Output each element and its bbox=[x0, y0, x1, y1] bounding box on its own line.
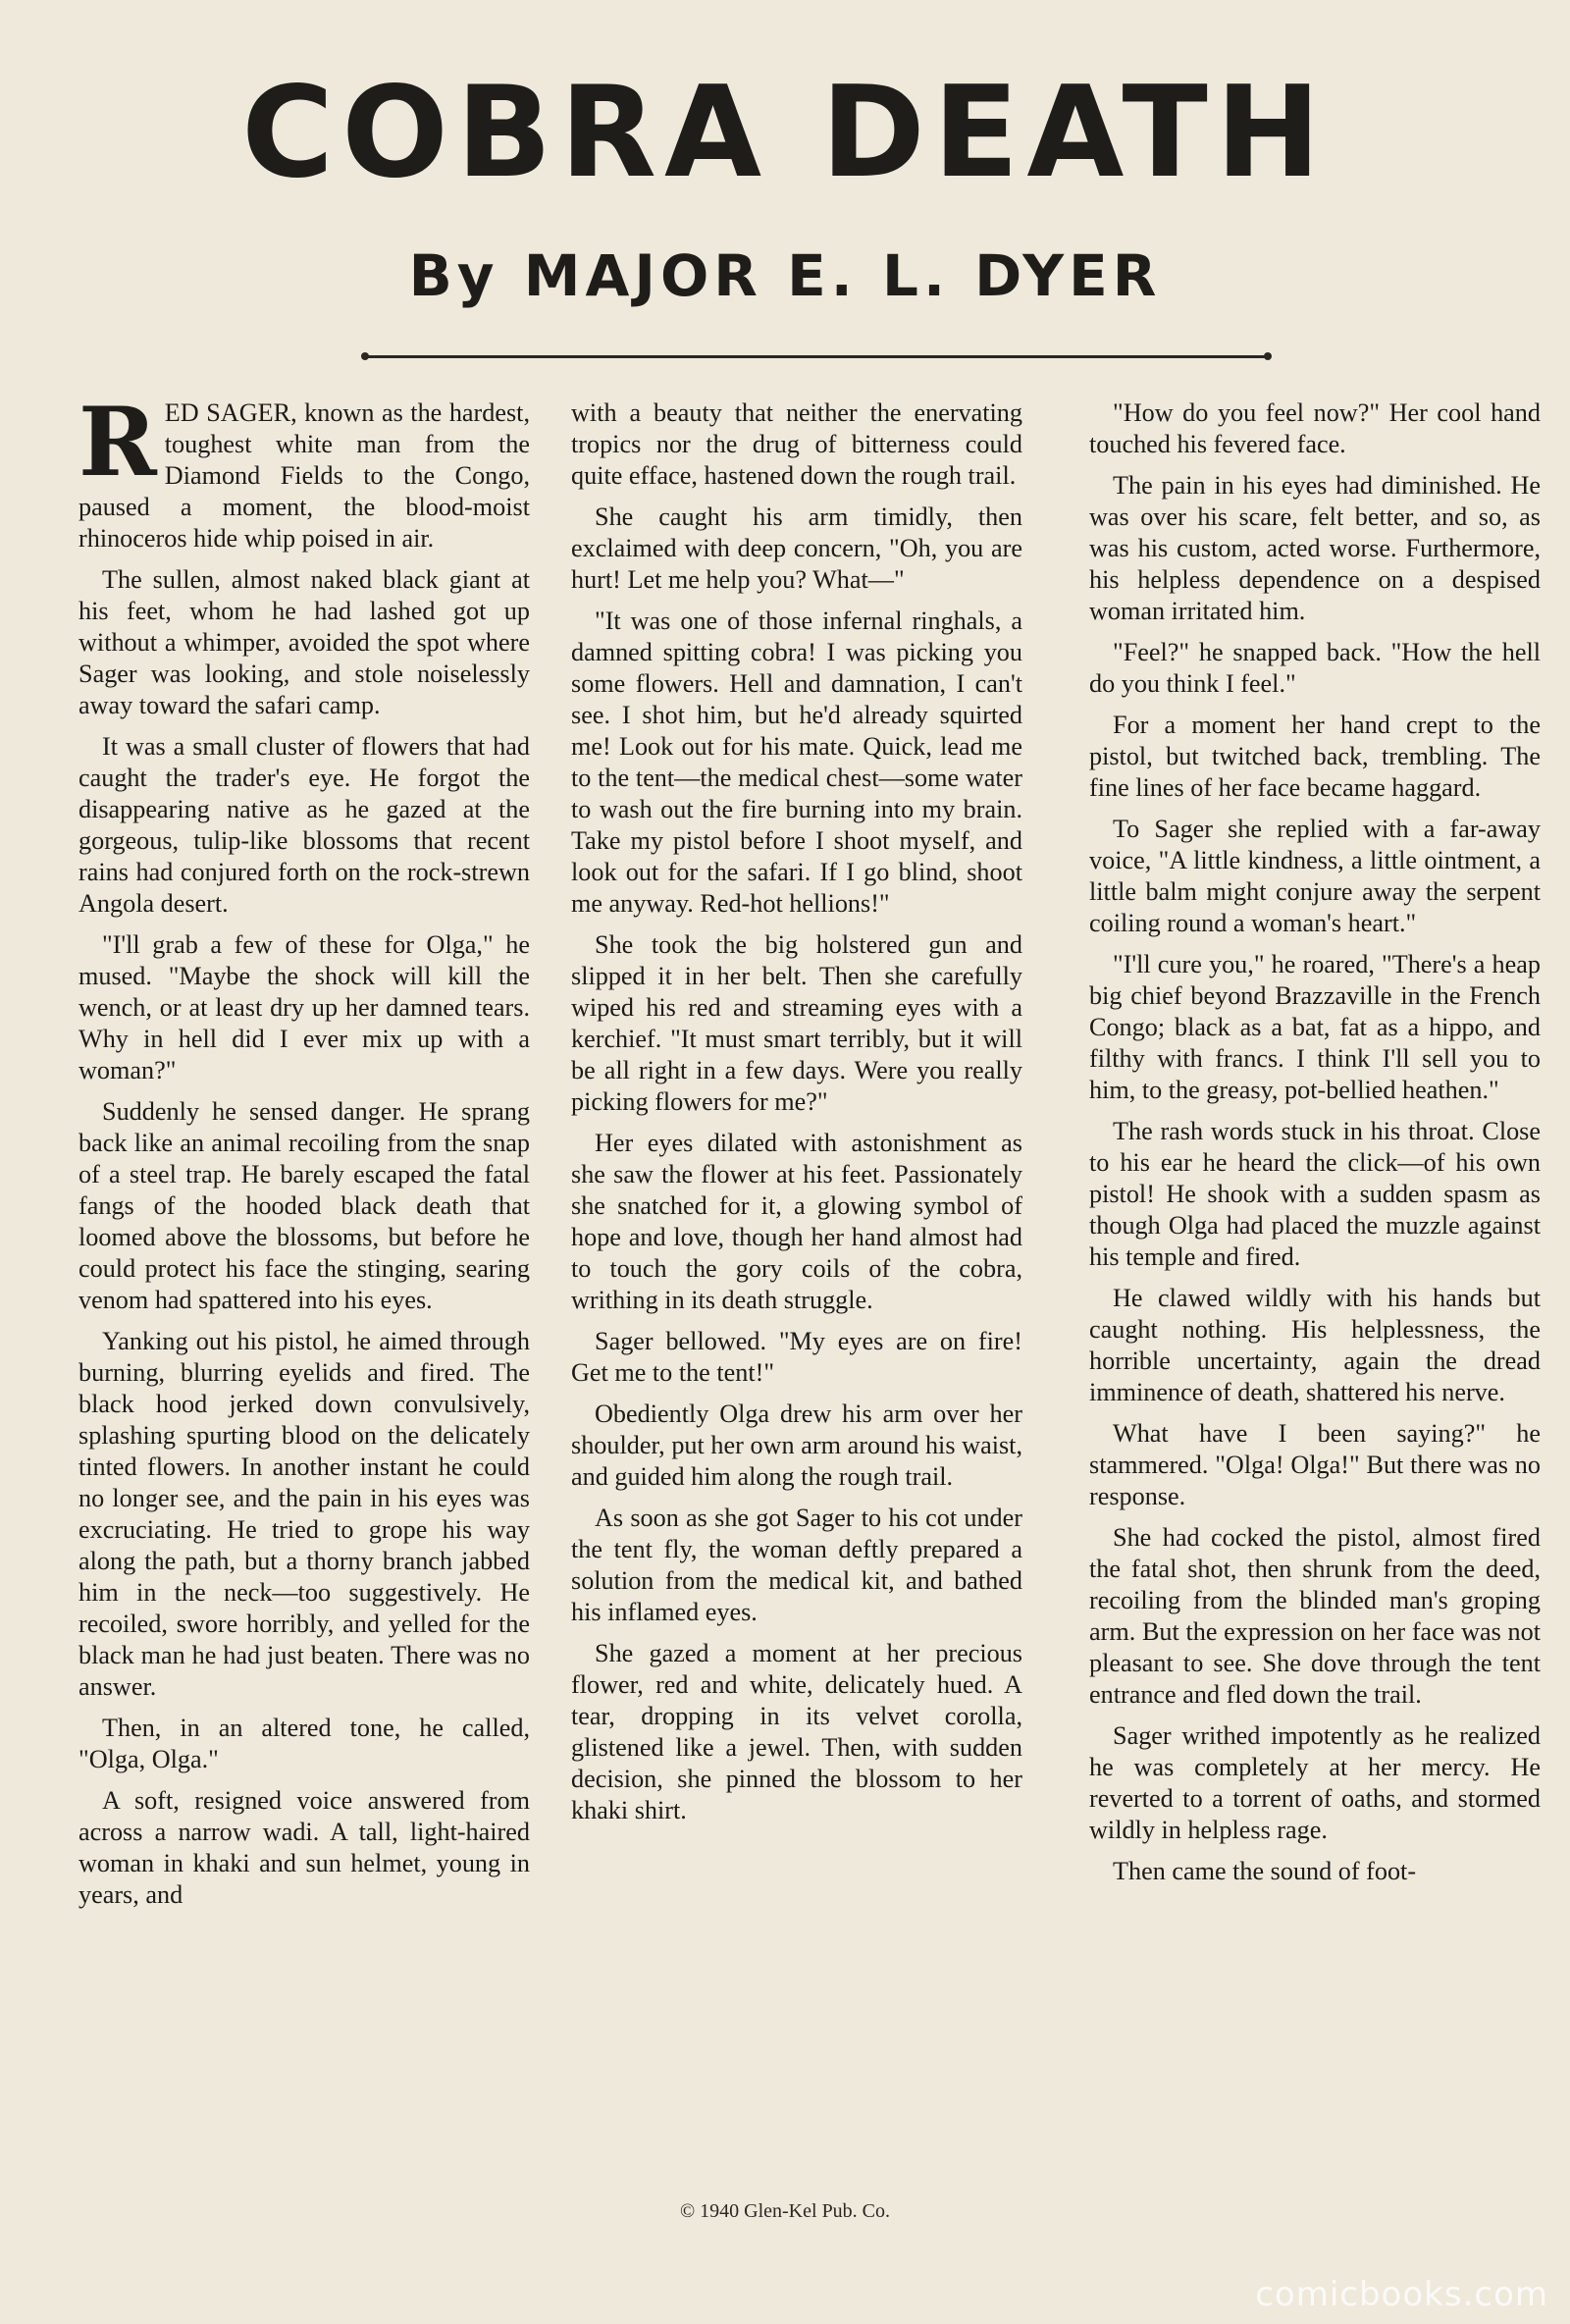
paragraph-text: "How do you feel now?" Her cool hand touched his fevered face. bbox=[1089, 398, 1541, 458]
paragraph bbox=[1089, 1116, 1541, 1273]
text-column-3 bbox=[1089, 397, 1541, 2203]
paragraph bbox=[571, 1503, 1022, 1628]
paragraph bbox=[1089, 397, 1541, 460]
paragraph-text: "I'll cure you," he roared, "There's a heap big chief beyond Brazzaville in the French Congo; black as a bat, fat as a hippo, and filthy with francs. I think I'll sell you to him, to the greasy, pot-bellied heathen." bbox=[1089, 950, 1541, 1104]
paragraph-text: Suddenly he sensed danger. He sprang back like an animal recoiling from the snap of a steel trap. He barely escaped the fatal fangs of the hooded black death that loomed above the blossoms, but before he could protect his face the stinging, searing venom had spattered into his eyes. bbox=[78, 1097, 530, 1314]
paragraph-text: "Feel?" he snapped back. "How the hell do you think I feel." bbox=[1089, 638, 1541, 698]
paragraph bbox=[571, 606, 1022, 920]
story-byline: By MAJOR E. L. DYER bbox=[408, 242, 1162, 309]
paragraph-text: The rash words stuck in his throat. Close to his ear he heard the click—of his own pistol! He shook with a sudden spasm as though Olga had placed the muzzle against his temple and fired. bbox=[1089, 1117, 1541, 1271]
paragraph bbox=[1089, 470, 1541, 627]
paragraph-text: The pain in his eyes had diminished. He was over his scare, felt better, and so, as was his custom, acted worse. Furthermore, his helpless dependence on a despised woman irritated him. bbox=[1089, 471, 1541, 625]
text-column-1 bbox=[78, 397, 530, 2203]
paragraph bbox=[571, 502, 1022, 596]
paragraph bbox=[78, 731, 530, 920]
paragraph bbox=[571, 1128, 1022, 1316]
paragraph-text: What have I been saying?" he stammered. "Olga! Olga!" But there was no response. bbox=[1089, 1419, 1541, 1510]
paragraph bbox=[1089, 1522, 1541, 1711]
paragraph bbox=[571, 1326, 1022, 1389]
paragraph bbox=[78, 1713, 530, 1775]
paragraph-text: As soon as she got Sager to his cot under the tent fly, the woman deftly prepared a solution from the medical kit, and bathed his inflamed eyes. bbox=[571, 1504, 1022, 1626]
paragraph bbox=[1089, 1283, 1541, 1408]
paragraph-text: She gazed a moment at her precious flower, red and white, delicately hued. A tear, dropping in its velvet corolla, glistened like a jewel. Then, with sudden decision, she pinned the blossom to her khaki shirt. bbox=[571, 1639, 1022, 1824]
paragraph-text: She had cocked the pistol, almost fired the fatal shot, then shrunk from the deed, recoiling from the blinded man's groping arm. But the expression on her face was not pleasant to see. She dove through the tent entrance and fled down the trail. bbox=[1089, 1523, 1541, 1709]
title-divider bbox=[365, 355, 1268, 358]
paragraph-text: Yanking out his pistol, he aimed through burning, blurring eyelids and fired. The black hood jerked down convulsively, splashing spurting blood on the delicately tinted flowers. In another instant he could no longer see, and the pain in his eyes was excruciating. He tried to grope his way along the path, but a thorny branch jabbed him in the neck—too suggestively. He recoiled, swore horribly, and yelled for the black man he had just beaten. There was no answer. bbox=[78, 1327, 530, 1701]
copyright-notice: © 1940 Glen-Kel Pub. Co. bbox=[679, 2200, 891, 2222]
paragraph-text: Sager writhed impotently as he realized he was completely at her mercy. He reverted to a torrent of oaths, and stormed wildly in helpless rage. bbox=[1089, 1721, 1541, 1844]
paragraph bbox=[78, 397, 530, 555]
paragraph bbox=[1089, 814, 1541, 939]
paragraph-text: He clawed wildly with his hands but caught nothing. His helplessness, the horrible uncertainty, again the dread imminence of death, shattered his nerve. bbox=[1089, 1284, 1541, 1406]
paragraph bbox=[78, 1096, 530, 1316]
paragraph bbox=[1089, 637, 1541, 700]
paragraph bbox=[1089, 1856, 1541, 1887]
paragraph-text: For a moment her hand crept to the pistol, but twitched back, trembling. The fine lines of her face became haggard. bbox=[1089, 711, 1541, 802]
paragraph-text: She took the big holstered gun and slipped it in her belt. Then she carefully wiped his red and streaming eyes with a kerchief. "It must smart terribly, but it will be all right in a few days. Were you really picking flowers for me?" bbox=[571, 930, 1022, 1116]
paragraph-text: It was a small cluster of flowers that had caught the trader's eye. He forgot the disappearing native as he gazed at the gorgeous, tulip-like blossoms that recent rains had conjured forth on the rock-strewn Angola desert. bbox=[78, 732, 530, 918]
paragraph-text: Her eyes dilated with astonishment as she saw the flower at his feet. Passionately she snatched for it, a glowing symbol of hope and love, though her hand almost had to touch the gory coils of the cobra, writhing in its death struggle. bbox=[571, 1129, 1022, 1314]
paragraph bbox=[78, 1785, 530, 1911]
paragraph bbox=[571, 1399, 1022, 1493]
paragraph bbox=[571, 929, 1022, 1118]
paragraph bbox=[1089, 1720, 1541, 1846]
paragraph bbox=[78, 929, 530, 1086]
paragraph bbox=[78, 1326, 530, 1703]
paragraph-text: ED SAGER, known as the hardest, toughest white man from the Diamond Fields to the Congo, paused a moment, the blood-moist rhinoceros hide whip poised in air. bbox=[78, 398, 530, 553]
paragraph-text: "It was one of those infernal ringhals, a damned spitting cobra! I was picking you some flowers. Hell and damnation, I can't see. I shot him, but he'd already squirted me! Look out for his mate. Quick, lead me to the tent—the medical chest—some water to wash out the fire burning into my brain. Take my pistol before I shoot myself, and look out for the safari. If I go blind, shoot me anyway. Red-hot hellions!" bbox=[571, 607, 1022, 918]
paragraph bbox=[571, 1638, 1022, 1826]
paragraph-text: "I'll grab a few of these for Olga," he mused. "Maybe the shock will kill the wench, or at least dry up her damned tears. Why in hell did I ever mix up with a woman?" bbox=[78, 930, 530, 1084]
paragraph bbox=[1089, 949, 1541, 1106]
text-column-2 bbox=[571, 397, 1022, 2203]
paragraph bbox=[571, 397, 1022, 492]
story-title: COBRA DEATH bbox=[241, 60, 1329, 206]
paragraph-text: with a beauty that neither the enervating tropics nor the drug of bitterness could quite efface, hastened down the rough trail. bbox=[571, 398, 1022, 490]
paragraph-text: Then came the sound of foot- bbox=[1113, 1857, 1417, 1885]
paragraph-text: The sullen, almost naked black giant at his feet, whom he had lashed got up without a whimper, avoided the spot where Sager was looking, and stole noiselessly away toward the safari camp. bbox=[78, 565, 530, 719]
paragraph bbox=[1089, 710, 1541, 804]
site-watermark: comicbooks.com bbox=[1255, 2275, 1548, 2314]
paragraph-text: Sager bellowed. "My eyes are on fire! Get me to the tent!" bbox=[571, 1327, 1022, 1387]
paragraph-text: To Sager she replied with a far-away voice, "A little kindness, a little ointment, a little balm might conjure away the serpent coiling round a woman's heart." bbox=[1089, 815, 1541, 937]
paragraph-text: A soft, resigned voice answered from across a narrow wadi. A tall, light-haired woman in khaki and sun helmet, young in years, and bbox=[78, 1786, 530, 1909]
paragraph bbox=[1089, 1418, 1541, 1512]
drop-cap: R bbox=[78, 397, 157, 498]
paragraph-text: Then, in an altered tone, he called, "Olga, Olga." bbox=[78, 1714, 530, 1773]
paragraph-text: She caught his arm timidly, then exclaimed with deep concern, "Oh, you are hurt! Let me help you? What—" bbox=[571, 502, 1022, 594]
paragraph bbox=[78, 564, 530, 721]
paragraph-text: Obediently Olga drew his arm over her shoulder, put her own arm around his waist, and guided him along the rough trail. bbox=[571, 1400, 1022, 1491]
